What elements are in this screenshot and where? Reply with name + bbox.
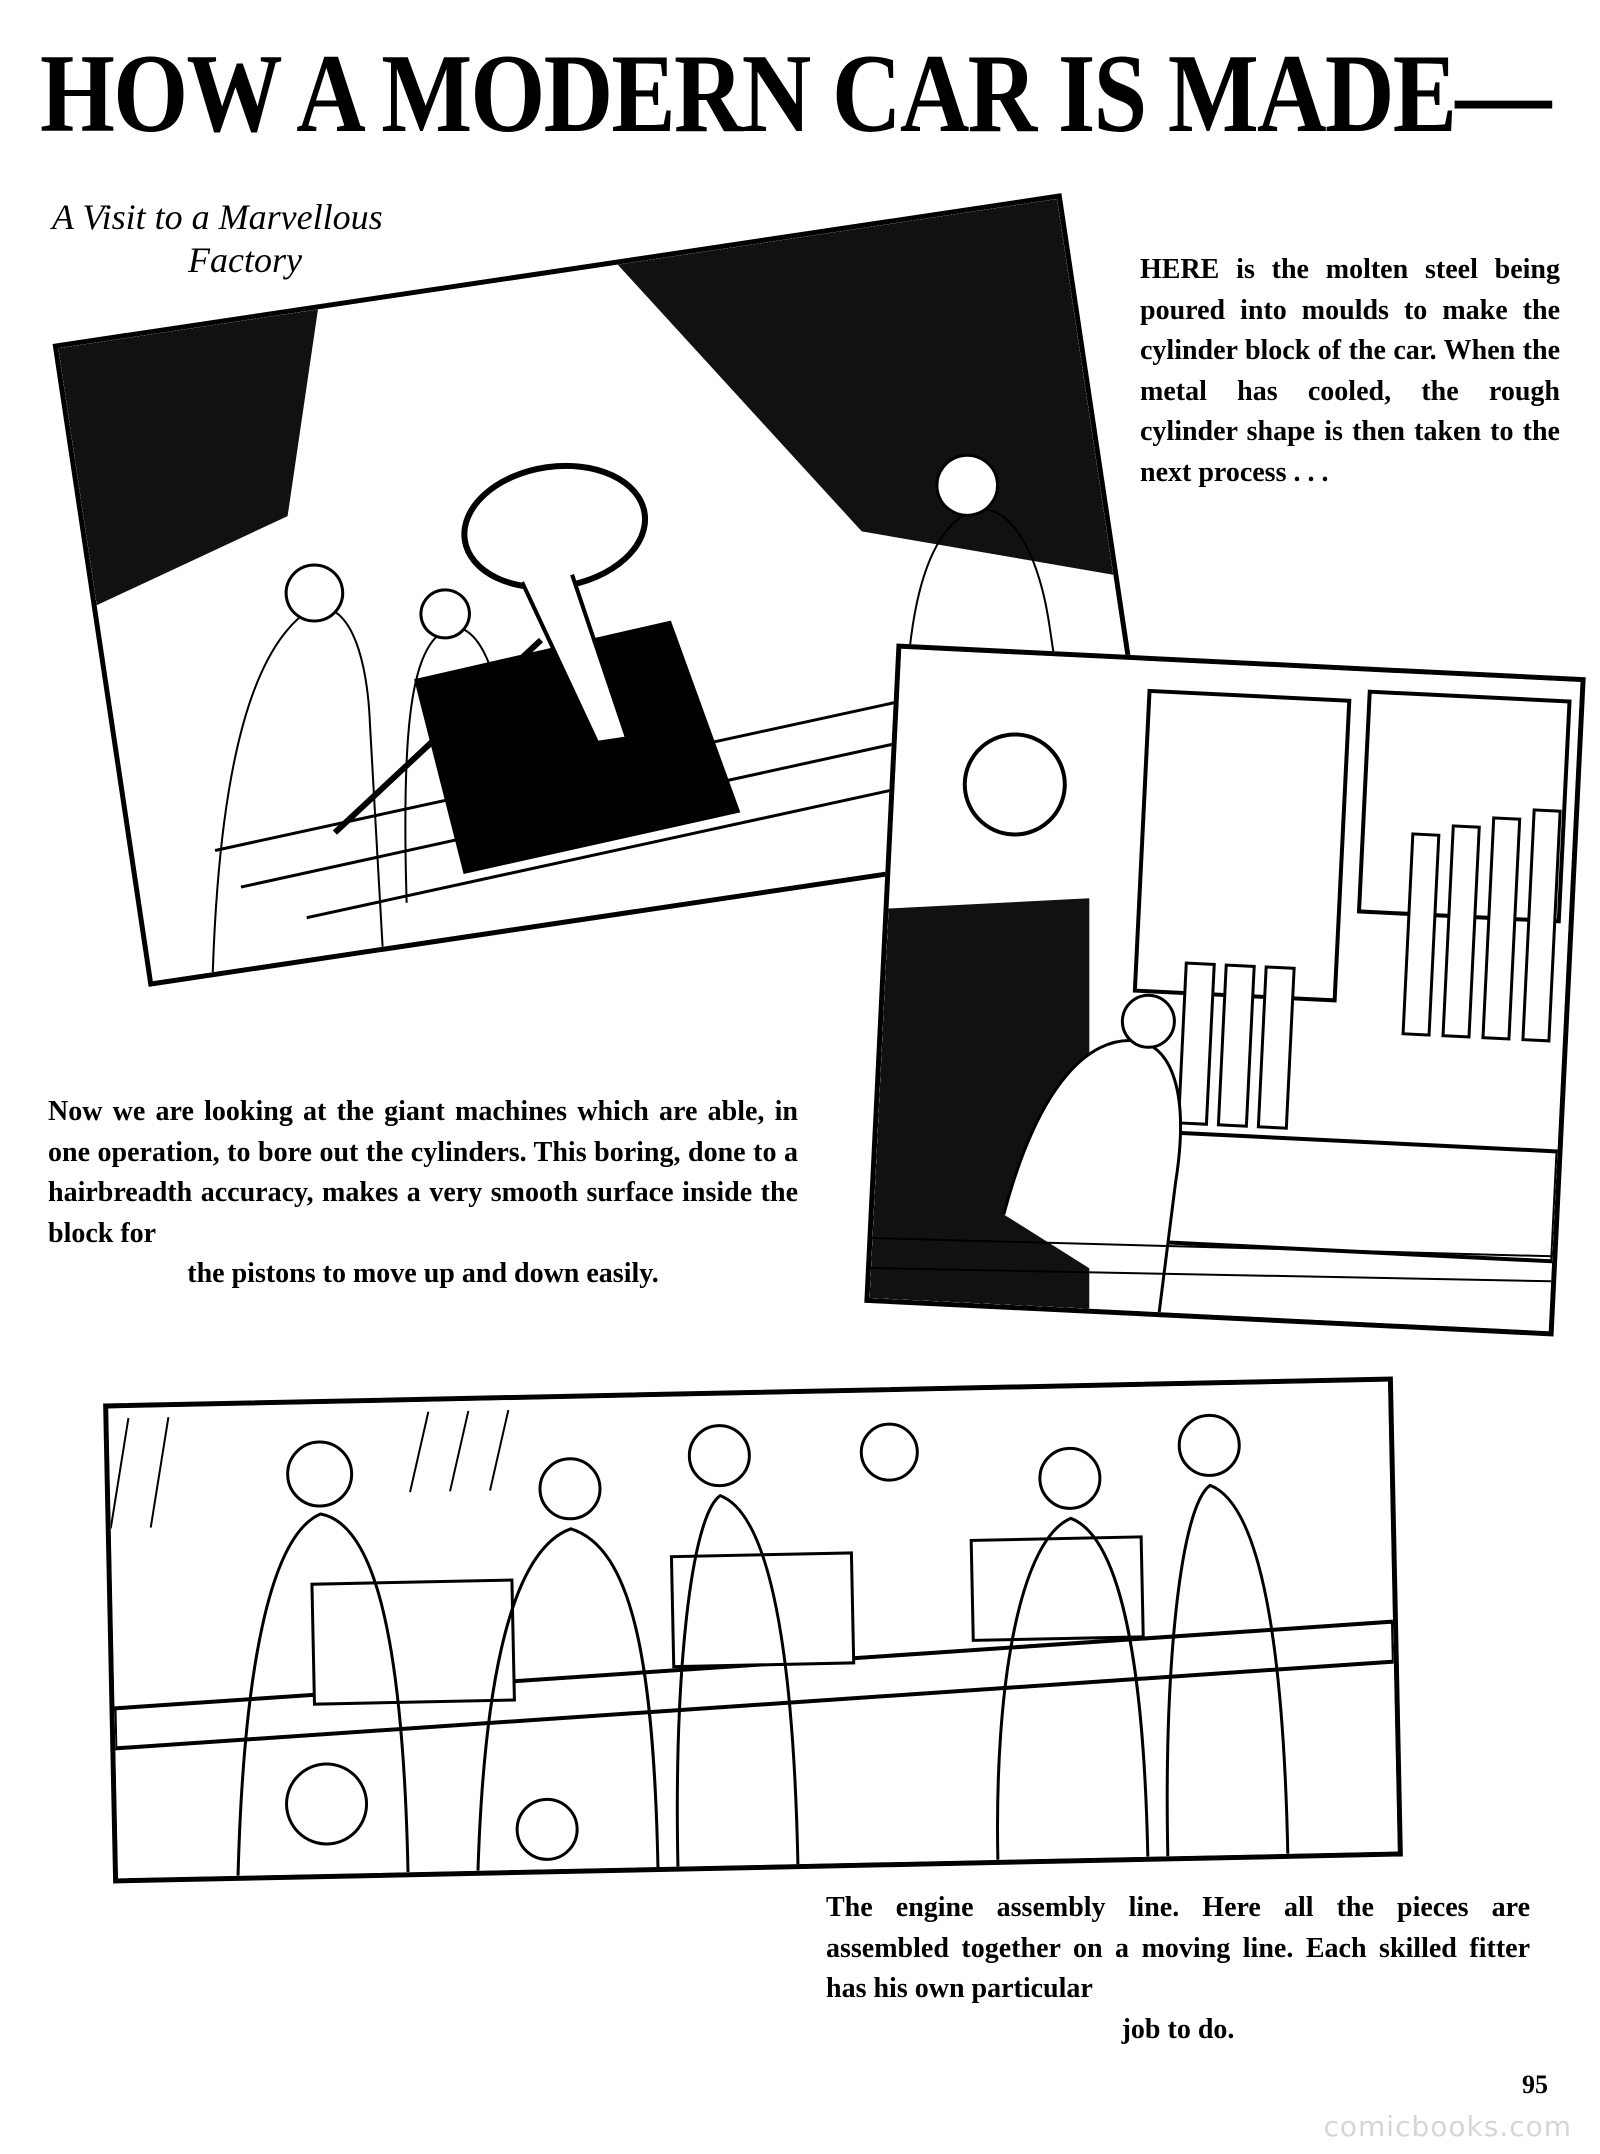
caption-boring-last-line: the pistons to move up and down easily. [187, 1258, 659, 1290]
boring-machine-drawing [870, 649, 1581, 1331]
subtitle-line-1: A Visit to a Marvellous [52, 197, 383, 237]
assembly-line-drawing [108, 1382, 1398, 1879]
illustration-boring-machines [864, 644, 1585, 1337]
caption-assembly-body: The engine assembly line. Here all the pieces are assembled together on a moving line. Each skilled fitter has his own particular [826, 1892, 1530, 2005]
caption-assembly [826, 1888, 1530, 2050]
caption-assembly-last-line: job to do. [1121, 2013, 1235, 2045]
page-subtitle [52, 196, 472, 282]
caption-foundry-lead: HERE [1140, 254, 1220, 285]
caption-boring-body: Now we are looking at the giant machines which are able, in one operation, to bore out the cylinders. This boring, done to a hairbreadth accuracy, makes a very smooth surface inside the block for [48, 1096, 798, 1249]
watermark: comicbooks.com [1323, 2110, 1572, 2143]
caption-foundry-body: is the molten steel being poured into moulds to make the cylinder block of the car. When the metal has cooled, the rough cylinder shape is then taken to the next process . . . [1140, 254, 1560, 488]
caption-foundry [1140, 250, 1560, 494]
subtitle-line-2: Factory [188, 240, 302, 281]
page-title: HOW A MODERN CAR IS MADE— [40, 32, 1550, 156]
illustration-assembly-line [103, 1377, 1403, 1884]
caption-boring [48, 1092, 798, 1295]
page-number: 95 [1522, 2070, 1548, 2099]
